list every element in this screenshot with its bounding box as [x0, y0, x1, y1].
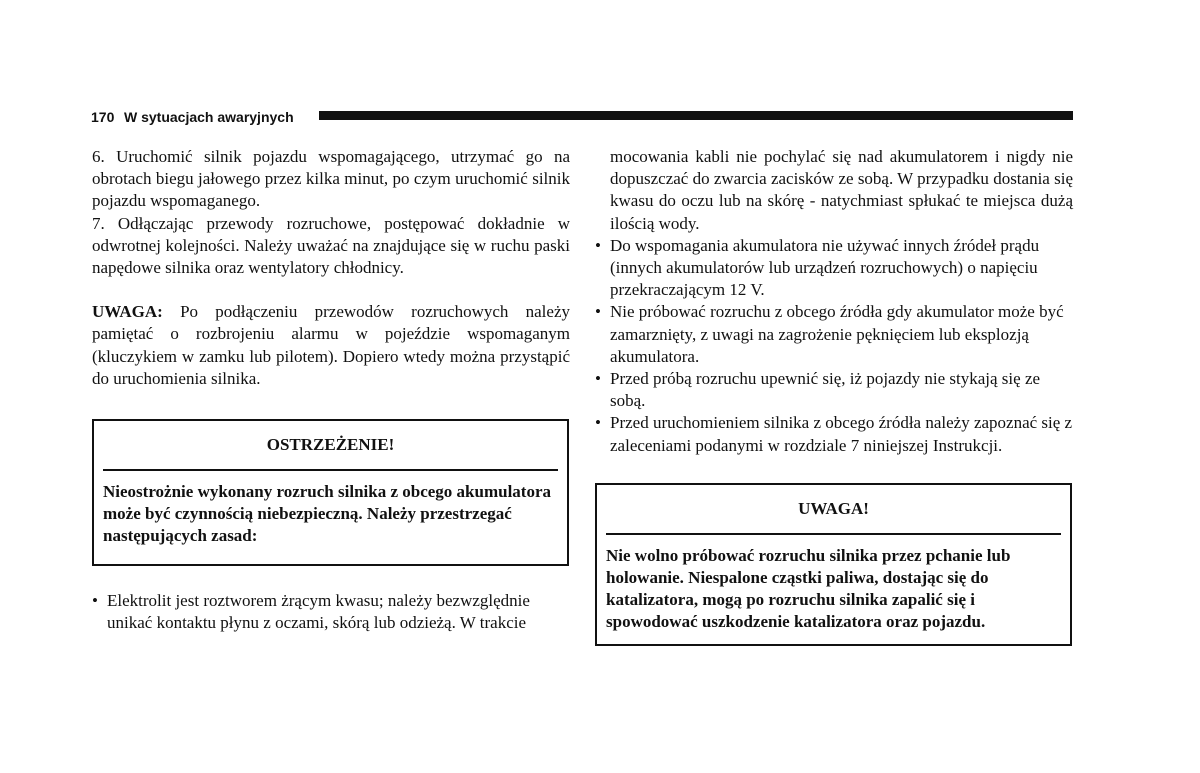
warning-box [92, 419, 569, 566]
caution-title: UWAGA! [798, 499, 869, 518]
list-item [595, 368, 1073, 412]
step-7-text: 7. Odłączając przewody rozruchowe, postępować dokładnie w odwrotnej kolejności. Należy uważać na znajdujące się w ruchu paski napędowe silnika oraz wentylatory chłodnicy. [92, 213, 570, 278]
bullet-text: Do wspomagania akumulatora nie używać innych źródeł prądu (innych akumulatorów lub urządzeń rozruchowych) o napięciu przekraczającym 12 V. [610, 235, 1040, 300]
left-bullets [92, 590, 570, 634]
note-label: UWAGA: [92, 302, 163, 322]
list-item [595, 301, 1073, 368]
warning-divider [103, 469, 558, 471]
header-rule [319, 111, 1073, 120]
bullet-text: Przed uruchomieniem silnika z obcego źródła należy zapoznać się z zaleceniami podanymi w rozdziale 7 niniejszej Instrukcji. [610, 413, 1073, 455]
page-header [91, 108, 1073, 126]
bullet-icon: • [92, 591, 98, 610]
page-number: 170 [91, 109, 115, 125]
note-paragraph [92, 301, 570, 390]
paragraph-gap [92, 279, 570, 301]
caution-text: Nie wolno próbować rozruchu silnika przez pchanie lub holowanie. Niespalone cząstki paliwa, dostając się do katalizatora, mogą po rozruchu silnika zapalić się i spowodować uszkodzenie katalizatora oraz pojazdu. [606, 546, 1011, 631]
warning-title: OSTRZEŻENIE! [266, 435, 395, 454]
right-column [595, 146, 1073, 457]
continuation-text: mocowania kabli nie pochylać się nad akumulatorem i nigdy nie dopuszczać do zwarcia zacisków ze sobą. W przypadku dostania się kwasu do oczu lub na skórę - natychmiast spłukać te miejsca dużą ilością wody. [610, 147, 1073, 233]
list-item [595, 412, 1073, 456]
bullet-icon: • [595, 413, 601, 433]
list-item [92, 590, 570, 634]
bullet-text: Elektrolit jest roztworem żrącym kwasu; należy bezwzględnie unikać kontaktu płynu z oczami, skórą lub odzieżą. W trakcie [107, 591, 530, 633]
left-column [92, 146, 570, 390]
step-6-text: 6. Uruchomić silnik pojazdu wspomagającego, utrzymać go na obrotach biegu jałowego przez kilka minut, po czym uruchomić silnik pojazdu wspomaganego. [92, 147, 570, 211]
list-item [595, 235, 1073, 302]
bullet-icon: • [595, 302, 601, 322]
section-title: W sytuacjach awaryjnych [124, 109, 294, 125]
caution-box [595, 483, 1072, 646]
bullet-icon: • [595, 235, 601, 255]
warning-text: Nieostrożnie wykonany rozruch silnika z obcego akumulatora może być czynnością niebezpieczną. Należy przestrzegać następujących zasad: [103, 482, 551, 545]
bullet-icon: • [595, 369, 601, 389]
bullet-text: Przed próbą rozruchu upewnić się, iż pojazdy nie stykają się ze sobą. [610, 369, 1041, 411]
caution-divider [606, 533, 1061, 535]
note-text: Po podłączeniu przewodów rozruchowych należy pamiętać o rozbrojeniu alarmu w pojeździe wspomaganym (kluczykiem w zamku lub pilotem). Dopiero wtedy można przystąpić do uruchomienia silnika. [92, 302, 570, 388]
bullet-text: Nie próbować rozruchu z obcego źródła gdy akumulator może być zamarznięty, z uwagi na zagrożenie pęknięciem lub eksplozją akumulatora. [610, 302, 1064, 366]
